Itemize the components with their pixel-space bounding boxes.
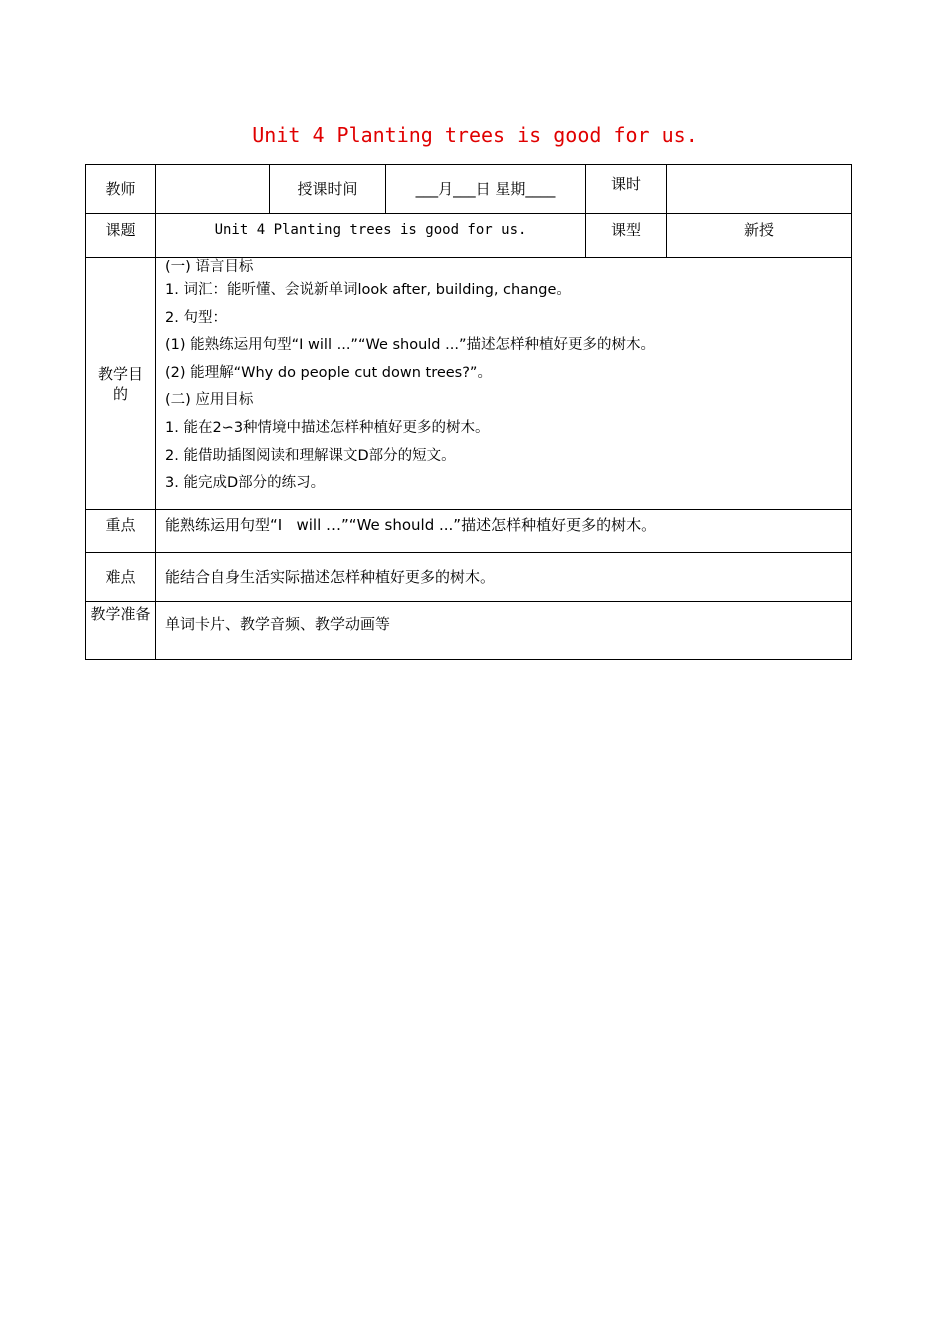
topic-label: 课题 xyxy=(86,214,156,258)
row-teacher xyxy=(86,165,852,214)
class-time-label: 授课时间 xyxy=(270,165,386,214)
difficulties-value: 能结合自身生活实际描述怎样种植好更多的树木。 xyxy=(156,553,852,602)
objective-line: (1) 能熟练运用句型“I will ...”“We should ...”描述怎样种植好更多的树木。 xyxy=(165,337,655,354)
period-label: 课时 xyxy=(586,165,667,214)
lesson-type-value: 新授 xyxy=(667,214,852,258)
teacher-value xyxy=(156,165,270,214)
row-topic xyxy=(86,214,852,258)
objective-line: (一) 语言目标 xyxy=(165,259,254,275)
objectives-label: 教学目的 xyxy=(86,258,156,510)
difficulties-label: 难点 xyxy=(86,553,156,602)
lesson-type-label: 课型 xyxy=(586,214,667,258)
row-key-points xyxy=(86,510,852,553)
key-points-label: 重点 xyxy=(86,510,156,553)
period-value xyxy=(667,165,852,214)
objective-line: 2. 能借助插图阅读和理解课文D部分的短文。 xyxy=(165,447,456,464)
objective-line: (二) 应用目标 xyxy=(165,392,254,409)
preparation-value: 单词卡片、教学音频、教学动画等 xyxy=(156,602,852,660)
row-preparation xyxy=(86,602,852,660)
objectives-content xyxy=(156,258,852,510)
document-title: Unit 4 Planting trees is good for us. xyxy=(252,123,698,147)
topic-value: Unit 4 Planting trees is good for us. xyxy=(156,214,586,258)
row-difficulties xyxy=(86,553,852,602)
preparation-label: 教学准备 xyxy=(86,602,156,660)
key-points-value: 能熟练运用句型“I will …”“We should ...”描述怎样种植好更多的树木。 xyxy=(156,510,852,553)
row-objectives xyxy=(86,258,852,510)
objective-line: 2. 句型： xyxy=(165,309,227,326)
objective-line: 1. 词汇：能听懂、会说新单词look after, building, change。 xyxy=(165,282,571,298)
objective-line: (2) 能理解“Why do people cut down trees?”。 xyxy=(165,364,492,381)
class-time-value: ___月___日 星期____ xyxy=(386,165,586,214)
objective-line: 3. 能完成D部分的练习。 xyxy=(165,475,326,492)
teacher-label: 教师 xyxy=(86,165,156,214)
objective-line: 1. 能在2∽3种情境中描述怎样种植好更多的树木。 xyxy=(165,419,490,436)
lesson-plan-table xyxy=(85,164,852,660)
